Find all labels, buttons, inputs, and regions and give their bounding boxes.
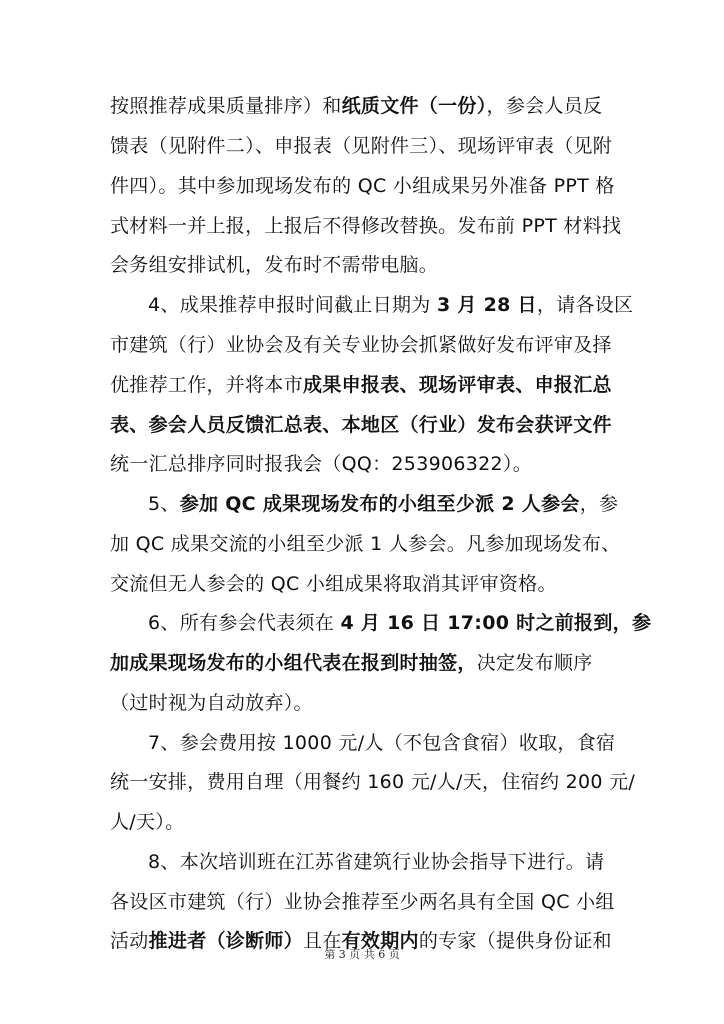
text-run: 加 QC 成果交流的小组至少派 1 人参会。凡参加现场发布、 [110,533,621,555]
text-run: ，参会人员反 [486,95,603,117]
text-line [110,890,615,914]
text-line [110,532,621,556]
bold-text-run: 推进者（诊断师） [148,930,304,952]
bold-text-run: 参加 QC 成果现场发布的小组至少派 2 人参会 [179,493,580,515]
bold-text-run: 有效期内 [341,930,419,952]
text-line [110,572,615,596]
text-run: 馈表（见附件二）、申报表（见附件三）、现场评审表（见附 [110,135,613,157]
text-line [110,94,615,118]
bold-text-run: 纸质文件（一份） [341,95,487,117]
text-run: ，参 [579,493,619,515]
text-line [110,691,615,715]
text-line [110,651,615,675]
text-run: 会务组安排试机，发布时不需带电脑。 [110,254,439,276]
text-line [110,373,615,397]
text-line [110,174,615,198]
text-run: 且在 [303,930,342,952]
text-run: 人/天）。 [110,811,185,833]
bold-text-run: 4 月 16 日 17:00 时之前报到，参 [340,612,652,634]
text-run: 7、参会费用按 1000 元/人（不包含食宿）收取，食宿 [148,732,616,754]
paragraph-7-start [148,731,615,755]
text-line [110,333,615,357]
text-line [110,452,615,476]
text-line [110,770,636,794]
text-run: 活动 [110,930,149,952]
text-run: 市建筑（行）业协会及有关专业协会抓紧做好发布评审及择 [110,334,612,356]
text-run: 8、本次培训班在江苏省建筑行业协会指导下进行。请 [148,851,605,873]
text-run: 优推荐工作，并将本市 [110,374,304,396]
bold-text-run: 成果申报表、现场评审表、申报汇总 [303,374,612,396]
text-run: 件四）。其中参加现场发布的 QC 小组成果另外准备 PPT 格 [110,175,615,197]
text-line [110,214,622,238]
text-run: 统一汇总排序同时报我会（QQ：253906322）。 [110,453,533,475]
text-run: 式材料一并上报，上报后不得修改替换。发布前 PPT 材料找 [110,215,622,237]
text-run: 交流但无人参会的 QC 小组成果将取消其评审资格。 [110,573,557,595]
text-run: （过时视为自动放弃）。 [110,692,313,714]
text-run: 5、 [148,493,180,515]
text-run: 统一安排，费用自理（用餐约 160 元/人/天，住宿约 200 元/ [110,771,636,793]
bold-text-run: 加成果现场发布的小组代表在报到时抽签， [110,652,477,674]
text-line [110,253,615,277]
text-run: ，请各设区 [536,294,634,316]
text-run: 4、成果推荐申报时间截止日期为 [148,294,437,316]
page-number-footer: 第 3 页 共 6 页 [324,948,400,961]
text-run: 按照推荐成果质量排序）和 [110,95,342,117]
paragraph-6-start [148,611,652,635]
bold-text-run: 3 月 28 日 [436,294,537,316]
text-run: 的专家（提供身份证和 [418,930,612,952]
text-line [110,413,615,437]
text-line [110,810,615,834]
text-line [110,134,615,158]
paragraph-8-start [148,850,615,874]
text-run: 6、所有参会代表须在 [148,612,341,634]
text-run: 各设区市建筑（行）业协会推荐至少两名具有全国 QC 小组 [110,891,615,913]
bold-text-run: 表、参会人员反馈汇总表、本地区（行业）发布会获评文件 [110,414,612,436]
paragraph-5-start [148,492,619,516]
paragraph-4-start [148,293,634,317]
text-run: 决定发布顺序 [476,652,593,674]
